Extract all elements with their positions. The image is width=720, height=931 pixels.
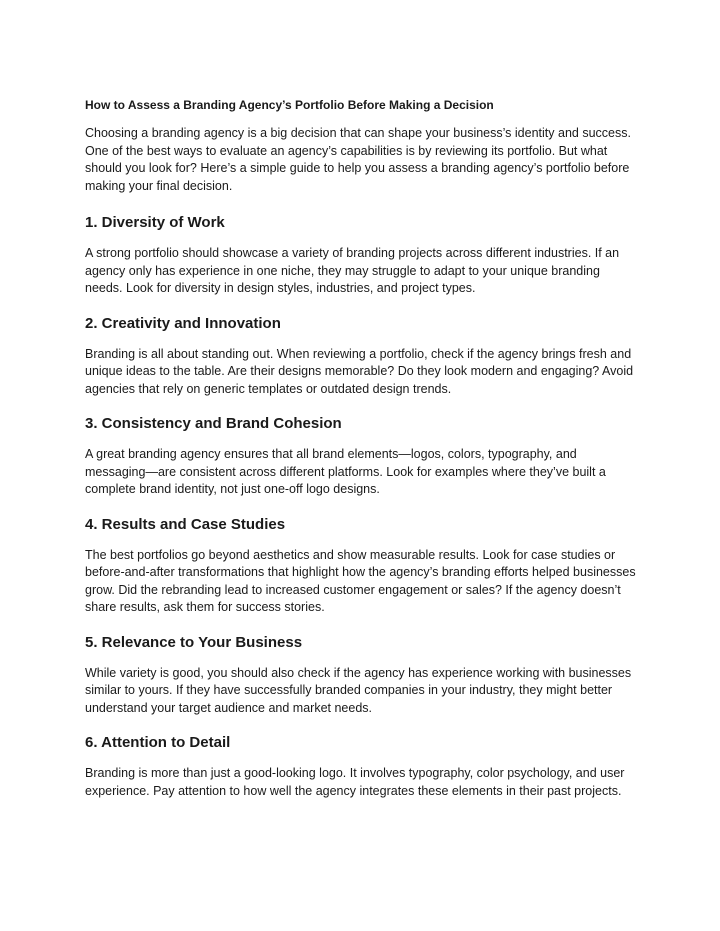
section-paragraph: Branding is more than just a good-looking logo. It involves typography, color psychology, and user experience. Pay attention to how well the agency integrates these elements in their past projects.	[85, 766, 625, 798]
section-attention-to-detail	[85, 733, 637, 800]
section-heading: 5. Relevance to Your Business	[85, 633, 303, 651]
section-heading: 1. Diversity of Work	[85, 214, 225, 231]
intro-paragraph: Choosing a branding agency is a big decision that can shape your business’s identity and success. One of the best ways to evaluate an agency’s capabilities is by reviewing its portfolio. But what should you look for? Here’s a simple guide to help you assess a branding agency’s portfolio before making your final decision.	[85, 126, 631, 193]
section-diversity-of-work	[85, 213, 637, 298]
section-heading: 6. Attention to Detail	[85, 734, 231, 751]
section-consistency-and-brand-cohesion	[85, 414, 637, 499]
section-heading: 2. Creativity and Innovation	[85, 314, 281, 332]
section-paragraph: While variety is good, you should also check if the agency has experience working with businesses similar to yours. If they have successfully branded companies in your industry, they might better understand your target audience and market needs.	[85, 665, 632, 715]
document-title: How to Assess a Branding Agency’s Portfolio Before Making a Decision	[85, 98, 494, 112]
section-results-and-case-studies	[85, 515, 637, 617]
section-paragraph: A strong portfolio should showcase a variety of branding projects across different industries. If an agency only has experience in one niche, they may struggle to adapt to your unique branding needs. Look for diversity in design styles, industries, and project types.	[85, 246, 620, 295]
section-paragraph: A great branding agency ensures that all brand elements—logos, colors, typography, and messaging—are consistent across different platforms. Look for examples where they’ve built a complete brand identity, not just one-off logo designs.	[85, 447, 606, 496]
section-relevance-to-your-business	[85, 633, 637, 718]
section-paragraph: The best portfolios go beyond aesthetics and show measurable results. Look for case studies or before-and-after transformations that highlight how the agency’s branding efforts helped businesses grow. Did the rebranding lead to increased customer engagement or sales? If the agency doesn’t share results, ask them for success stories.	[85, 547, 636, 614]
section-heading: 4. Results and Case Studies	[85, 515, 286, 533]
section-paragraph: Branding is all about standing out. When reviewing a portfolio, check if the agency brings fresh and unique ideas to the table. Are their designs memorable? Do they look modern and engaging? Avoid agencies that rely on generic templates or outdated design trends.	[85, 346, 634, 396]
document-page	[85, 97, 637, 816]
section-heading: 3. Consistency and Brand Cohesion	[85, 415, 342, 432]
section-creativity-and-innovation	[85, 314, 637, 399]
